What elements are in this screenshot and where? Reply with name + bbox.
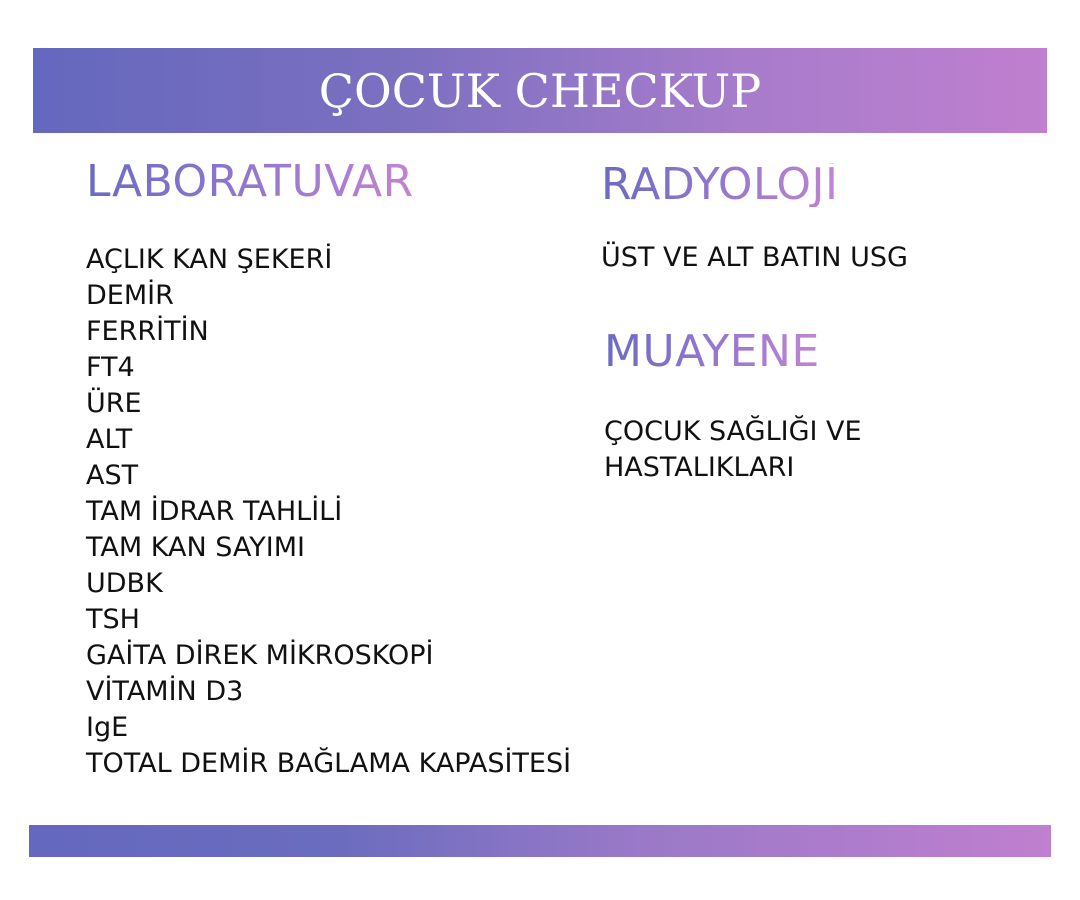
list-item: UDBK (86, 568, 163, 599)
page-title: ÇOCUK CHECKUP (318, 63, 762, 118)
radyoloji-list (601, 240, 908, 276)
list-item: ÇOCUK SAĞLIĞI VE (604, 416, 862, 447)
list-item: VİTAMİN D3 (86, 676, 244, 707)
muayene-heading: MUAYENE (604, 326, 820, 377)
list-item: TAM İDRAR TAHLİLİ (86, 496, 343, 527)
laboratuvar-list (86, 242, 571, 782)
list-item: ALT (86, 424, 133, 455)
list-item: TSH (86, 604, 140, 635)
list-item: FT4 (86, 352, 135, 383)
footer-bar (29, 825, 1051, 857)
laboratuvar-heading: LABORATUVAR (86, 156, 414, 207)
list-item: DEMİR (86, 280, 174, 311)
list-item: ÜST VE ALT BATIN USG (601, 242, 908, 273)
list-item: AÇLIK KAN ŞEKERİ (86, 244, 333, 275)
muayene-list (604, 414, 862, 486)
list-item: IgE (86, 712, 129, 743)
list-item: TOTAL DEMİR BAĞLAMA KAPASİTESİ (86, 748, 572, 779)
list-item: FERRİTİN (86, 316, 209, 347)
header-banner (33, 48, 1047, 133)
list-item: AST (86, 460, 139, 491)
list-item: GAİTA DİREK MİKROSKOPİ (86, 640, 434, 671)
radyoloji-heading: RADYOLOJİ (601, 159, 839, 210)
list-item: ÜRE (86, 388, 142, 419)
list-item: HASTALIKLARI (604, 452, 795, 483)
list-item: TAM KAN SAYIMI (86, 532, 305, 563)
